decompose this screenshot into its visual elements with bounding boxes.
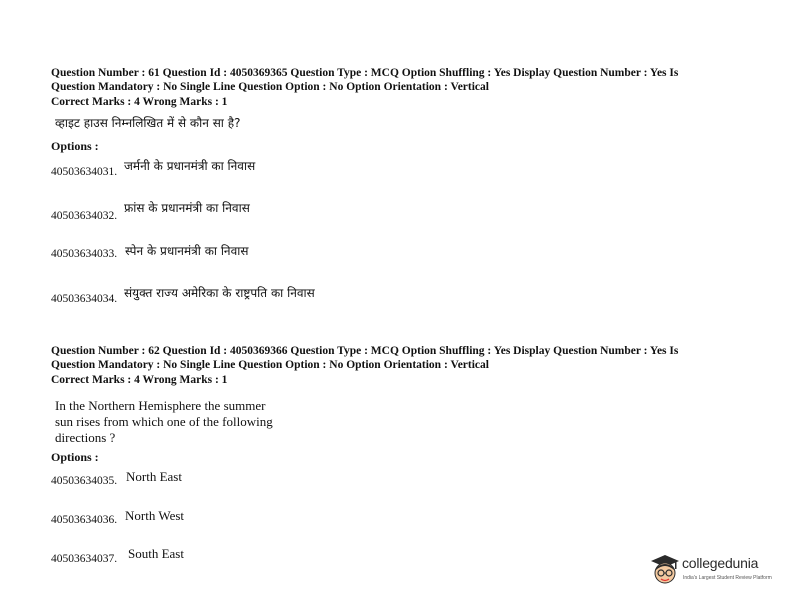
q61-header-line2: Question Mandatory : No Single Line Question Option : No Option Orientation : Vertical [51, 81, 489, 93]
q62-option-2-id: 40503634036. [51, 514, 118, 526]
q62-option-2-text[interactable]: North West [125, 508, 185, 523]
q62-question-text-line3: directions ? [55, 430, 116, 445]
q61-option-3-id: 40503634033. [51, 248, 118, 260]
q62-marks: Correct Marks : 4 Wrong Marks : 1 [51, 374, 228, 386]
q62-option-1-id: 40503634035. [51, 475, 118, 487]
q62-option-3-text[interactable]: South East [128, 546, 184, 561]
q62-header-line1: Question Number : 62 Question Id : 4050369366 Question Type : MCQ Option Shuffling : Yes Display Question Number : Yes Is [51, 345, 679, 357]
q62-option-3-id: 40503634037. [51, 553, 118, 565]
logo-wordmark: collegedunia [682, 555, 759, 571]
q61-marks: Correct Marks : 4 Wrong Marks : 1 [51, 96, 228, 108]
q62-options-label: Options : [51, 450, 99, 464]
q61-option-4-id: 40503634034. [51, 293, 118, 305]
q61-option-2-text[interactable]: फ्रांस के प्रधानमंत्री का निवास [124, 201, 250, 215]
q61-option-4-text[interactable]: संयुक्त राज्य अमेरिका के राष्ट्रपति का निवास [124, 286, 315, 300]
q61-question-text: व्हाइट हाउस निम्नलिखित में से कौन सा है? [55, 116, 241, 130]
q61-options-label: Options : [51, 139, 99, 153]
logo-tagline: India's Largest Student Review Platform [683, 575, 772, 581]
q61-option-1-id: 40503634031. [51, 166, 118, 178]
q61-option-1-text[interactable]: जर्मनी के प्रधानमंत्री का निवास [124, 159, 256, 173]
q62-question-text-line2: sun rises from which one of the following [55, 414, 273, 429]
graduate-mascot-icon [650, 553, 680, 587]
q62-question-text-line1: In the Northern Hemisphere the summer [55, 398, 266, 413]
q61-option-2-id: 40503634032. [51, 210, 118, 222]
q62-option-1-text[interactable]: North East [126, 469, 182, 484]
q61-header-line1: Question Number : 61 Question Id : 4050369365 Question Type : MCQ Option Shuffling : Yes Display Question Number : Yes Is [51, 67, 679, 79]
q62-header-line2: Question Mandatory : No Single Line Question Option : No Option Orientation : Vertical [51, 359, 489, 371]
q61-option-3-text[interactable]: स्पेन के प्रधानमंत्री का निवास [125, 244, 249, 258]
collegedunia-logo [650, 553, 770, 589]
